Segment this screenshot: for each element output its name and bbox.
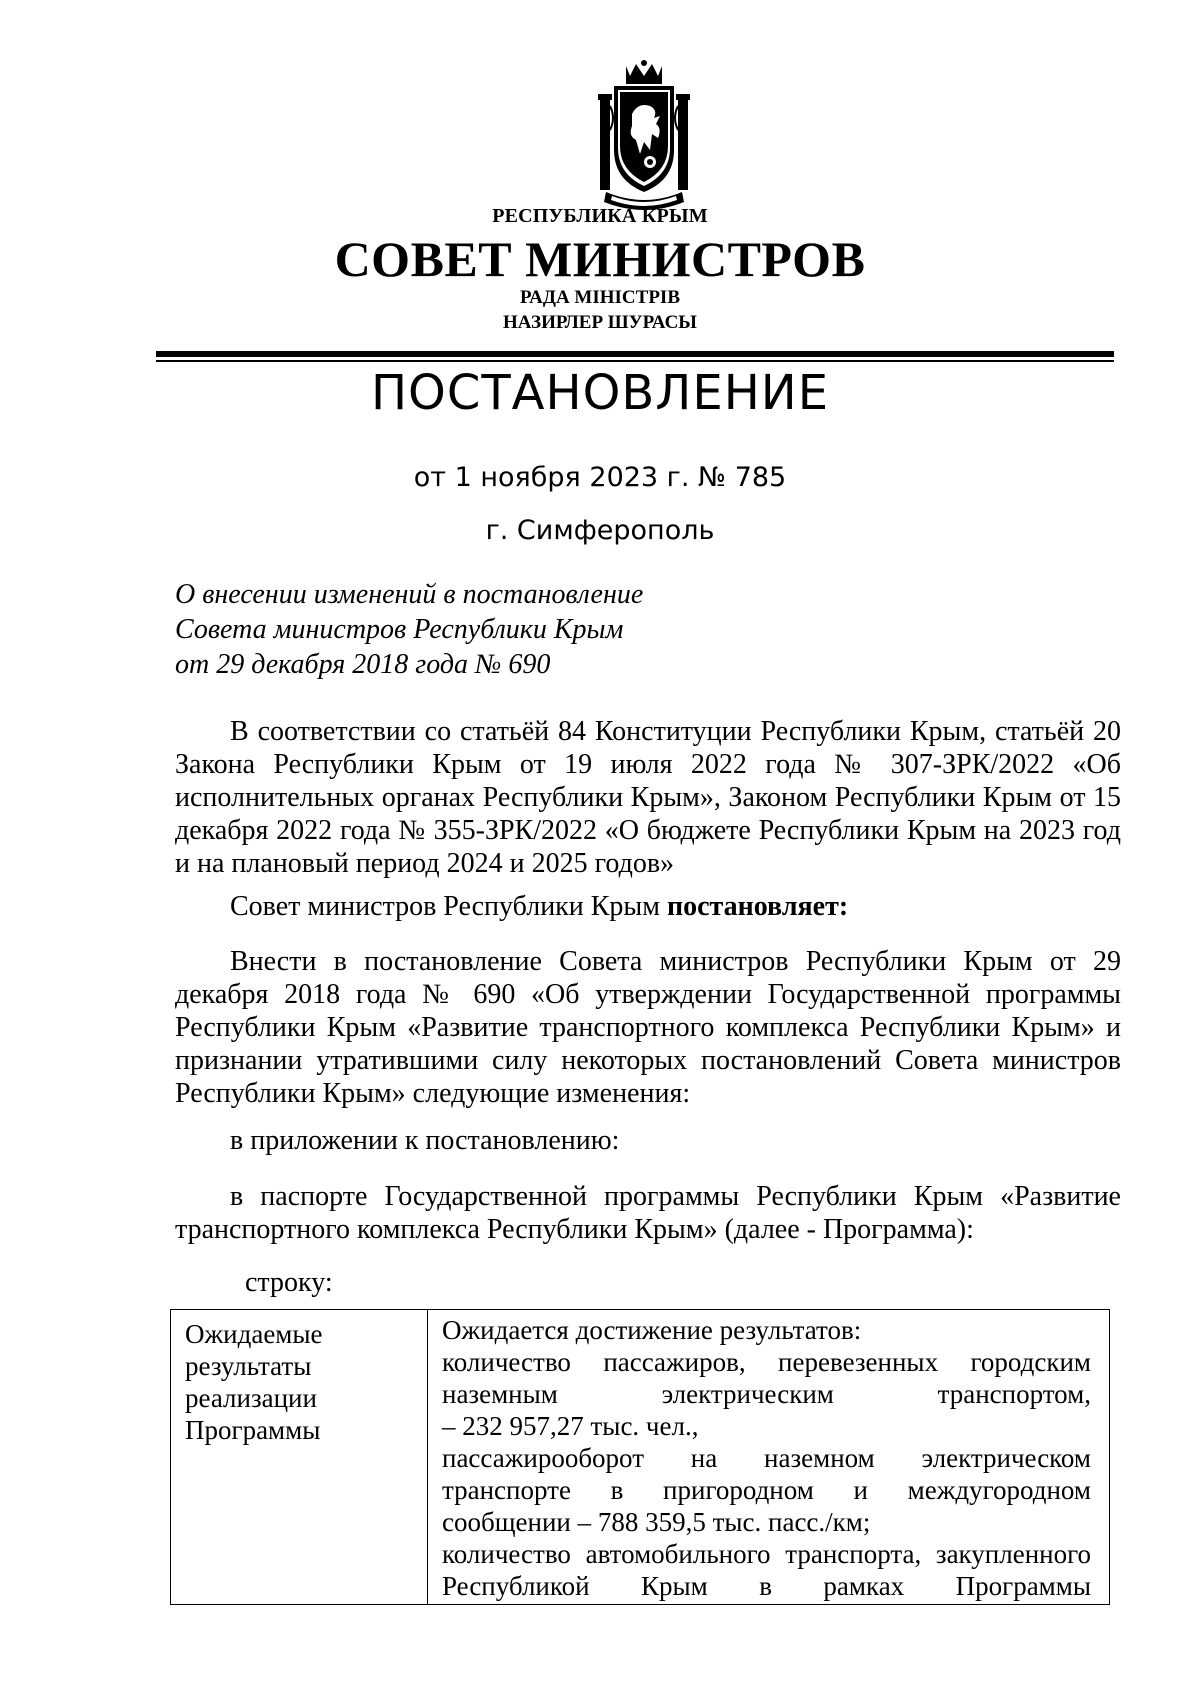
- crimea-coat-of-arms-icon: [596, 58, 692, 218]
- header-republic: РЕСПУБЛИКА КРЫМ: [492, 205, 708, 227]
- document-city: г. Симферополь: [485, 515, 715, 546]
- document-subject: [175, 577, 643, 682]
- header-council: СОВЕТ МИНИСТРОВ: [334, 231, 866, 287]
- subject-line: О внесении изменений в постановление: [175, 579, 644, 610]
- body-paragraph-row: строку:: [245, 1267, 333, 1298]
- header-nazirler: НАЗИРЛЕР ШУРАСЫ: [503, 312, 697, 333]
- document-date-number: от 1 ноября 2023 г. № 785: [413, 462, 787, 493]
- body-paragraph-amendment: Внести в постановление Совета министров Республики Крым от 29 декабря 2018 года № 690 «Об утверждении Государственной программы Республики Крым «Развитие транспортного комплекса Республики Крым» и признании утратившими силу некоторых постановлений Совета министров Республики Крым» следующие изменения:: [175, 946, 1121, 1109]
- body-paragraph-appendix: в приложении к постановлению:: [230, 1125, 620, 1156]
- subject-line: Совета министров Республики Крым: [175, 614, 624, 645]
- table-row: [171, 1310, 1110, 1605]
- body-paragraph-legal-basis: В соответствии со статьёй 84 Конституции Республики Крым, статьёй 20 Закона Республики Крым от 19 июля 2022 года № 307-ЗРК/2022 «Об исполнительных органах Республики Крым», Законом Республики Крым от 15 декабря 2022 года № 355-ЗРК/2022 «О бюджете Республики Крым на 2023 год и на плановый период 2024 и 2025 годов»: [175, 716, 1121, 879]
- body-paragraph-resolves: [175, 890, 1121, 923]
- table-cell-content: Ожидается достижение результатов: количество пассажиров, перевезенных городским наземным электрическим транспортом, – 232 957,27 тыс. чел., пассажирооборот на наземном электрическом транспорте в пригородном и междугородном сообщении – 788 359,5 тыс. пасс./км; количество автомобильного транспорта, закупленного Республикой Крым в рамках Программы: [428, 1310, 1110, 1605]
- resolves-keyword: постановляет:: [666, 891, 849, 922]
- header-divider-thick: [156, 351, 1114, 357]
- subject-line: от 29 декабря 2018 года № 690: [175, 649, 551, 680]
- header-rada: РАДА МІНІСТРІВ: [519, 287, 680, 308]
- document-type-title: ПОСТАНОВЛЕНИЕ: [370, 365, 830, 421]
- table-cell-label: Ожидаемые результаты реализации Программы: [171, 1310, 428, 1605]
- body-paragraph-passport: в паспорте Государственной программы Республики Крым «Развитие транспортного комплекса Республики Крым» (далее - Программа):: [175, 1181, 1121, 1245]
- program-results-table: [170, 1309, 1110, 1605]
- resolves-prefix: Совет министров Республики Крым: [230, 891, 667, 922]
